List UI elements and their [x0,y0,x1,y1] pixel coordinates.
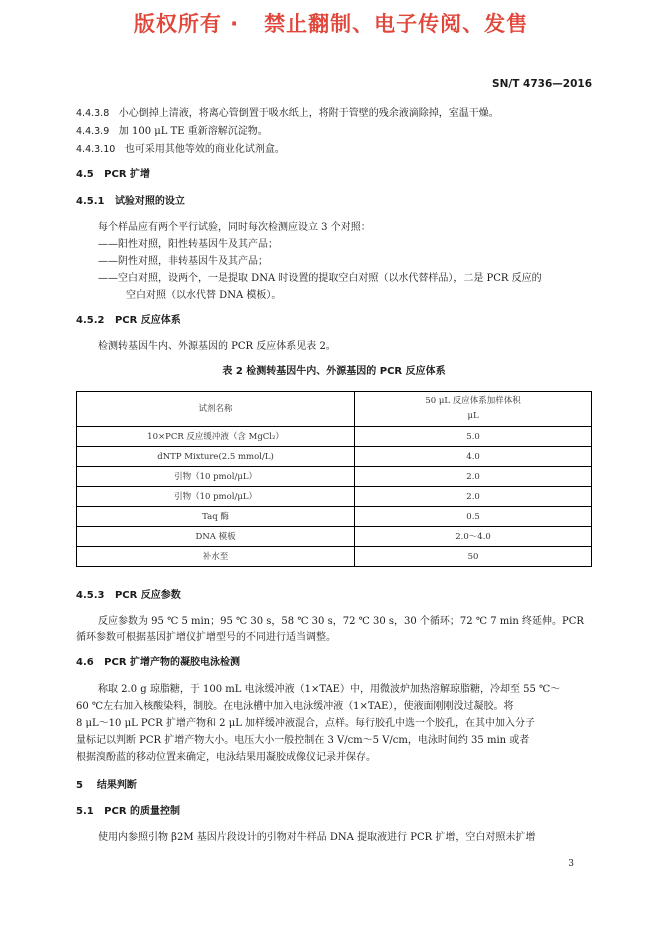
section-title: PCR 反应参数 [114,590,181,601]
reagent-name: dNTP Mixture(2.5 mmol/L) [77,447,355,467]
reaction-params-line-1: 反应参数为 95 ℃ 5 min；95 ℃ 30 s，58 ℃ 30 s，72 ℃ 30 s，30 个循环；72 ℃ 7 min 终延伸。PCR [98,616,584,627]
table-row [77,527,592,547]
section-title: PCR 扩增 [104,169,151,180]
table-row [77,507,592,527]
clause-number: 4.4.3.8 [76,108,110,119]
header-volume-label: 50 μL 反应体系加样体积 [425,396,521,406]
quality-control-text: 使用内参照引物 β2M 基因片段设计的引物对牛样品 DNA 提取液进行 PCR 扩增，空白对照未扩增 [98,832,536,843]
reaction-system-text: 检测转基因牛内、外源基因的 PCR 反应体系见表 2。 [98,341,336,352]
page-number: 3 [568,859,574,869]
electrophoresis-line-5: 根据溴酚蓝的移动位置来确定，电泳结果用凝胶成像仪记录并保存。 [76,752,376,763]
reagent-volume: 2.0 [355,467,592,487]
blank-control-item: ——空白对照，设两个，一是提取 DNA 时设置的提取空白对照（以水代替样品），二是 PCR 反应的 [98,273,542,284]
standard-code: SN/T 4736—2016 [492,78,592,90]
clause-number: 4.4.3.10 [76,144,116,155]
section-4-5-2-heading [76,313,181,329]
reagent-volume: 50 [355,547,592,567]
reaction-params-line-2: 循环参数可根据基因扩增仪扩增型号的不同进行适当调整。 [76,632,336,643]
clause-text: 也可采用其他等效的商业化试剂盒。 [124,144,285,155]
section-number: 4.6 [76,657,94,668]
reagent-name: 10×PCR 反应缓冲液（含 MgCl₂） [77,427,355,447]
electrophoresis-line-2: 60 ℃左右加入核酸染料，制胶。在电泳槽中加入电泳缓冲液（1×TAE），使液面刚刚没过凝胶。将 [76,701,514,712]
clause-4-4-3-9 [76,124,268,140]
reagent-name: 引物（10 pmol/μL） [77,467,355,487]
reagent-name: 补水至 [77,547,355,567]
positive-control-item: ——阳性对照，阳性转基因牛及其产品； [98,239,278,250]
reagent-volume: 0.5 [355,507,592,527]
section-number: 4.5.3 [76,590,105,601]
electrophoresis-line-3: 8 μL～10 μL PCR 扩增产物和 2 μL 加样缓冲液混合，点样。每行胶孔中选一个胶孔，在其中加入分子 [76,718,536,729]
section-title: PCR 的质量控制 [104,806,181,817]
reagent-volume: 4.0 [355,447,592,467]
electrophoresis-line-1: 称取 2.0 g 琼脂糖，于 100 mL 电泳缓冲液（1×TAE）中，用微波炉加热溶解琼脂糖，冷却至 55 ℃～ [98,684,561,695]
clause-4-4-3-10 [76,142,285,158]
section-number: 5.1 [76,806,94,817]
section-4-5-heading [76,167,150,183]
section-title: 试验对照的设立 [114,196,185,207]
reagent-name: 引物（10 pmol/μL） [77,487,355,507]
section-5-1-heading [76,804,180,820]
blank-control-continuation: 空白对照（以水代替 DNA 模板）。 [126,290,282,301]
table-2-title: 表 2 检测转基因牛内、外源基因的 PCR 反应体系 [222,366,446,377]
table-row [77,427,592,447]
table-header-row [77,392,592,427]
table-row [77,467,592,487]
clause-4-4-3-8 [76,106,499,122]
table-row [77,447,592,467]
header-reagent: 试剂名称 [77,392,355,427]
section-number: 4.5.1 [76,196,105,207]
section-4-5-3-heading [76,588,181,604]
header-volume-unit: μL [467,411,479,421]
reagent-name: Taq 酶 [77,507,355,527]
section-title: PCR 扩增产物的凝胶电泳检测 [104,657,241,668]
section-number: 4.5 [76,169,94,180]
copyright-watermark: 版权所有 · 禁止翻制、电子传阅、发售 [133,12,529,36]
section-4-6-heading [76,655,240,671]
table-row [77,547,592,567]
section-number: 5 [76,780,83,791]
section-number: 4.5.2 [76,315,105,326]
electrophoresis-line-4: 量标记以判断 PCR 扩增产物大小。电压大小一般控制在 3 V/cm～5 V/cm，电泳时间约 35 min 或者 [76,735,530,746]
section-title: 结果判断 [96,780,137,791]
section-5-heading [76,778,137,794]
reagent-volume: 2.0～4.0 [355,527,592,547]
negative-control-item: ——阴性对照，非转基因牛及其产品； [98,256,268,267]
reagent-name: DNA 模板 [77,527,355,547]
controls-intro: 每个样品应有两个平行试验，同时每次检测应设立 3 个对照： [98,222,371,233]
table-row [77,487,592,507]
reagent-volume: 5.0 [355,427,592,447]
clause-text: 小心倒掉上清液，将离心管倒置于吸水纸上，将附于管壁的残余液滴除掉，室温干燥。 [118,108,499,119]
clause-number: 4.4.3.9 [76,126,110,137]
pcr-reaction-table [76,391,592,567]
clause-text: 加 100 μL TE 重新溶解沉淀物。 [118,126,268,137]
section-4-5-1-heading [76,194,185,210]
header-volume [355,392,592,427]
reagent-volume: 2.0 [355,487,592,507]
section-title: PCR 反应体系 [114,315,181,326]
